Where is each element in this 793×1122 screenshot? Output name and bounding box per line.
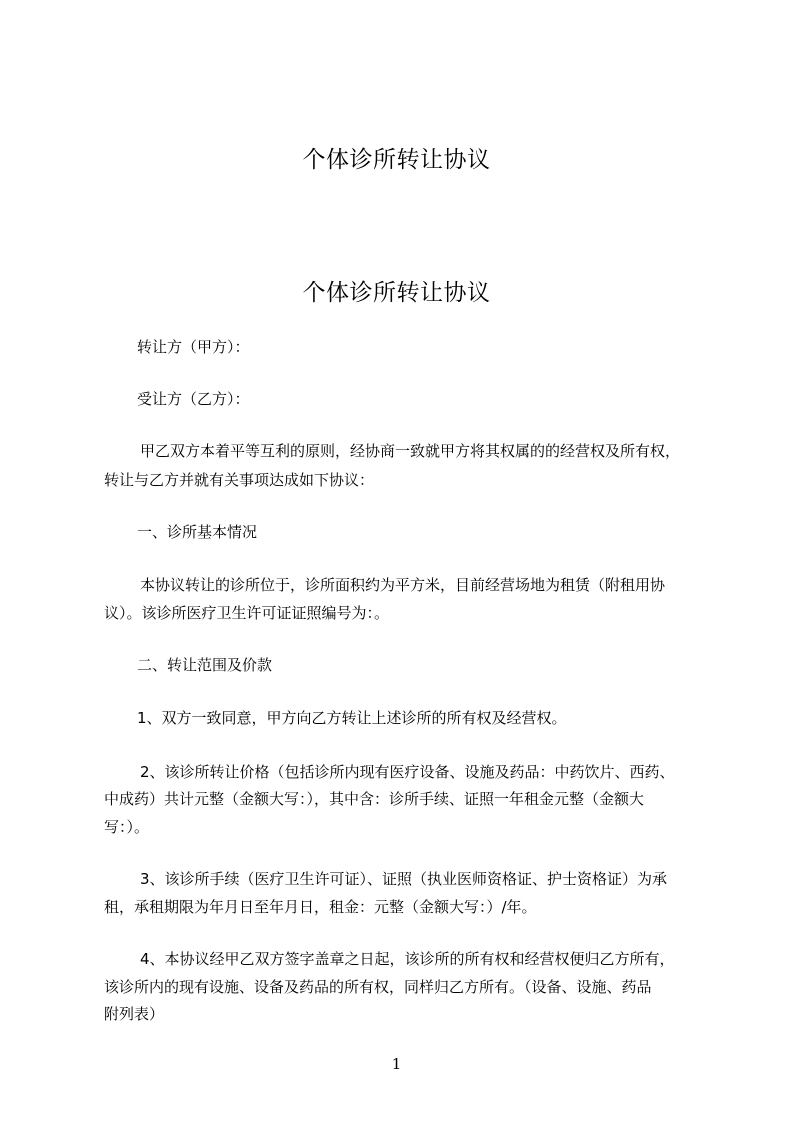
section2-item2-line-1: 2、该诊所转让价格（包括诊所内现有医疗设备、设施及药品：中药饮片、西药、 xyxy=(140,763,675,781)
section1-line-2: 议）。该诊所医疗卫生许可证证照编号为：。 xyxy=(104,604,390,622)
intro-line-2: 转让与乙方并就有关事项达成如下协议： xyxy=(104,471,375,489)
section1-line-1: 本协议转让的诊所位于，诊所面积约为平方米，目前经营场地为租赁（附租用协 xyxy=(140,576,666,594)
section2-heading: 二、转让范围及价款 xyxy=(137,656,273,674)
section2-item4-line-2: 该诊所内的现有设施、设备及药品的所有权，同样归乙方所有。（设备、设施、药品 xyxy=(104,978,652,996)
document-main-title: 个体诊所转让协议 xyxy=(302,280,491,306)
page-number: 1 xyxy=(391,1055,402,1073)
section2-item2-line-3: 写：）。 xyxy=(104,818,150,836)
section1-heading: 一、诊所基本情况 xyxy=(137,523,258,541)
section2-item3-line-1: 3、该诊所手续（医疗卫生许可证）、证照（执业医师资格证、护士资格证）为承 xyxy=(140,870,668,888)
party-a-label: 转让方（甲方）： xyxy=(137,338,250,356)
section2-item2-line-2: 中成药）共计元整（金额大写：），其中含：诊所手续、证照一年租金元整（金额大 xyxy=(104,790,645,808)
intro-line-1: 甲乙双方本着平等互利的原则，经协商一致就甲方将其权属的的经营权及所有权， xyxy=(140,442,681,460)
section2-item1: 1、双方一致同意，甲方向乙方转让上述诊所的所有权及经营权。 xyxy=(137,709,567,727)
document-top-title: 个体诊所转让协议 xyxy=(302,147,491,173)
section2-item4-line-1: 4、本协议经甲乙双方签字盖章之日起，该诊所的所有权和经营权便归乙方所有， xyxy=(140,950,675,968)
section2-item3-line-2: 租，承租期限为年月日至年月日，租金：元整（金额大写：）/年。 xyxy=(104,898,537,916)
section2-item4-line-3: 附列表） xyxy=(104,1005,165,1023)
party-b-label: 受让方（乙方）： xyxy=(137,390,250,408)
